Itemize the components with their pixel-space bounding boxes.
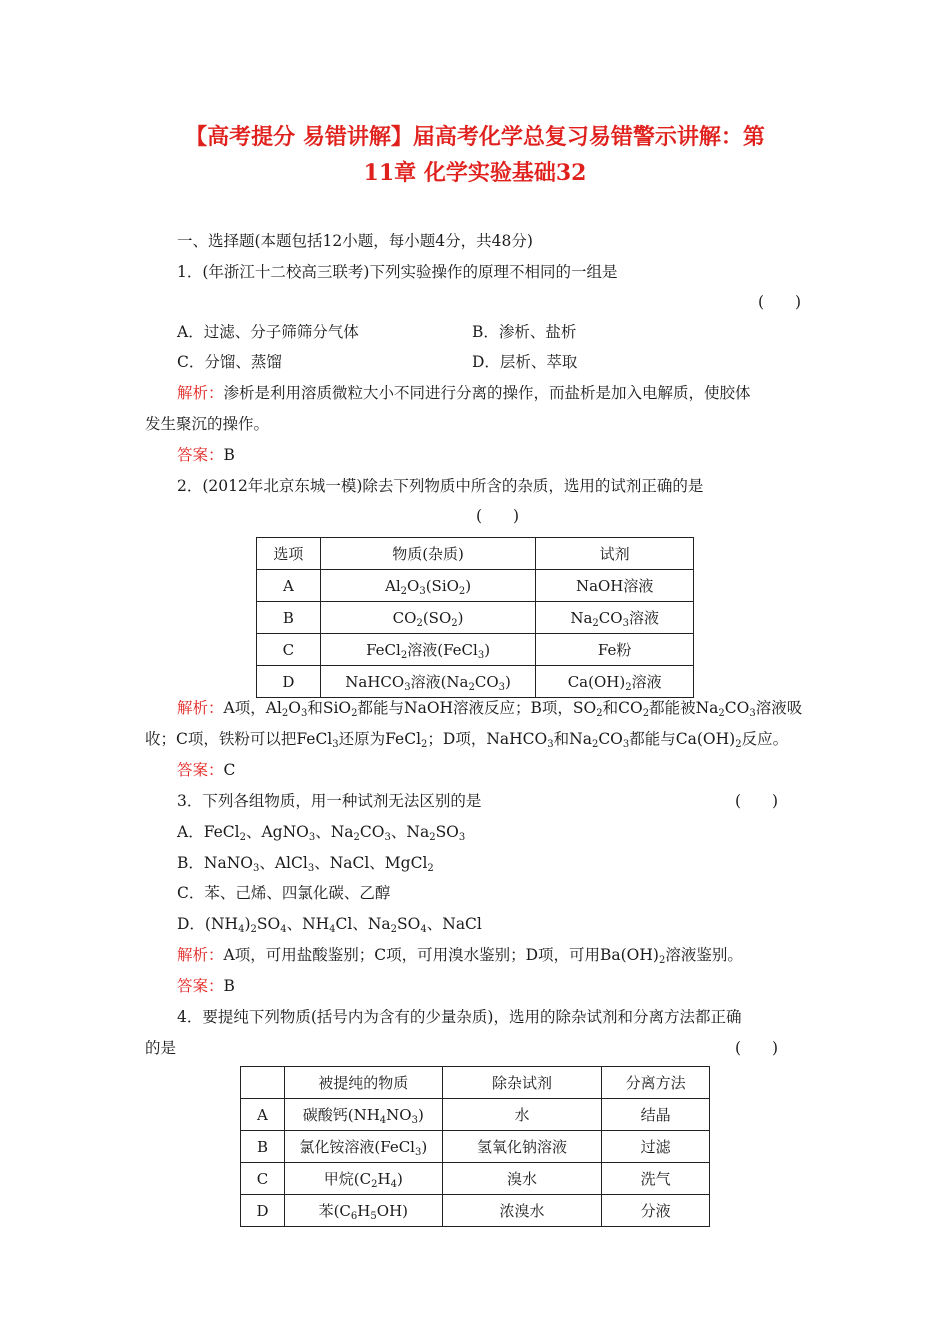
table-cell: 洗气 [602,1163,710,1195]
table-cell: $CO_2(SO_2)$ [320,602,536,634]
q1-analysis [177,382,751,404]
table-row [241,1099,710,1131]
table-cell: 氢氧化钠溶液 [442,1131,602,1163]
q3-option-d: D．$(NH_4)_2SO_4$、$NH_4Cl$、$Na_2SO_4$、NaCl [177,915,482,935]
answer-label: 答案： [177,446,224,464]
q1-option-c: C．分馏、蒸馏 [177,353,282,371]
q3-answer [177,975,235,997]
q4-stem-cont: 的是 [145,1039,177,1057]
q4-answer-blank: ( ) [735,1039,779,1057]
table-cell: B [257,602,321,634]
answer-label: 答案： [177,761,224,779]
q2-analysis: 解析：A项，$Al_2O_3$和SiO$_2$都能与NaOH溶液反应；B项，$SO_2$和$CO_2$都能被$Na_2CO_3$溶液吸 [177,699,803,719]
q2-answer-blank: ( ) [476,507,520,525]
table-cell: A [241,1099,285,1131]
q1-analysis-cont: 发生聚沉的操作。 [145,415,270,433]
table-row [241,1131,710,1163]
table-header-cell: 被提纯的物质 [284,1067,442,1099]
table-header-row [257,538,694,570]
table-row [257,634,694,666]
table-cell: FeCl$_2$溶液(FeCl$_3$) [320,634,536,666]
table-cell: $Na_2CO_3$溶液 [536,602,694,634]
table-cell: 水 [442,1099,602,1131]
q4-stem: 4．要提纯下列物质(括号内为含有的少量杂质)，选用的除杂试剂和分离方法都正确 [177,1008,742,1026]
q3-analysis: 解析：A项，可用盐酸鉴别；C项，可用溴水鉴别；D项，可用$Ba(OH)_2$溶液鉴别。 [177,946,743,966]
table-cell: 碳酸钙$(NH_4NO_3)$ [284,1099,442,1131]
document-title-line1: 【高考提分 易错讲解】届高考化学总复习易错警示讲解：第 [185,124,765,150]
document-title-line2: 11章 化学实验基础32 [363,160,587,186]
q2-answer-value: C [223,761,236,779]
analysis-label: 解析： [177,384,224,402]
q2-answer [177,759,235,781]
q1-option-d: D．层析、萃取 [472,353,578,371]
table-row [241,1195,710,1227]
q2-analysis-cont: 收；C项，铁粉可以把FeCl$_3$还原为FeCl$_2$；D项，NaHCO$_3$和$Na_2CO_3$都能与$Ca(OH)_2$反应。 [145,730,789,750]
q2-table [256,537,694,698]
table-cell: 氯化铵溶液(FeCl$_3$) [284,1131,442,1163]
q1-answer-value: B [223,446,235,464]
q3-option-c: C．苯、己烯、四氯化碳、乙醇 [177,884,391,902]
q3-answer-blank: ( ) [735,792,779,810]
q3-answer-value: B [223,977,235,995]
table-row [257,602,694,634]
table-cell: 浓溴水 [442,1195,602,1227]
q3-option-a: A．FeCl$_2$、AgNO$_3$、$Na_2CO_3$、$Na_2SO_3$ [177,823,466,843]
q4-table [240,1066,710,1227]
table-cell: A [257,570,321,602]
table-cell: 结晶 [602,1099,710,1131]
table-cell: 过滤 [602,1131,710,1163]
table-row [241,1163,710,1195]
q1-option-a: A．过滤、分子筛筛分气体 [177,323,359,341]
table-cell: 甲烷$(C_2H_4)$ [284,1163,442,1195]
table-cell: $Ca(OH)_2$溶液 [536,666,694,698]
table-cell: $Al_2O_3(SiO_2)$ [320,570,536,602]
analysis-label: 解析： [177,946,224,964]
table-cell: 分液 [602,1195,710,1227]
table-row [257,666,694,698]
table-header-row [241,1067,710,1099]
table-header-cell: 除杂试剂 [442,1067,602,1099]
q1-option-b: B．渗析、盐析 [472,323,577,341]
table-cell: C [241,1163,285,1195]
table-cell: NaOH溶液 [536,570,694,602]
table-row [257,570,694,602]
q3-stem: 3．下列各组物质，用一种试剂无法区别的是 [177,792,482,810]
table-cell: 溴水 [442,1163,602,1195]
section-heading: 一、选择题(本题包括12小题，每小题4分，共48分) [177,232,533,250]
table-cell: B [241,1131,285,1163]
q3-option-b: B．NaNO$_3$、AlCl$_3$、NaCl、MgCl$_2$ [177,854,434,874]
q1-analysis-text: 渗析是利用溶质微粒大小不同进行分离的操作，而盐析是加入电解质，使胶体 [223,384,751,402]
q1-answer [177,444,235,466]
table-header-cell: 物质(杂质) [320,538,536,570]
table-header-cell: 选项 [257,538,321,570]
table-cell: Fe粉 [536,634,694,666]
analysis-label: 解析： [177,699,224,717]
answer-label: 答案： [177,977,224,995]
table-cell: NaHCO$_3$溶液$(Na_2CO_3)$ [320,666,536,698]
table-cell: C [257,634,321,666]
table-cell: 苯$(C_6H_5OH)$ [284,1195,442,1227]
table-cell: D [257,666,321,698]
table-header-cell [241,1067,285,1099]
table-header-cell: 分离方法 [602,1067,710,1099]
q2-stem: 2．(2012年北京东城一模)除去下列物质中所含的杂质，选用的试剂正确的是 [177,477,704,495]
table-header-cell: 试剂 [536,538,694,570]
q1-stem: 1．(年浙江十二校高三联考)下列实验操作的原理不相同的一组是 [177,263,618,281]
q1-answer-blank: ( ) [758,293,802,311]
table-cell: D [241,1195,285,1227]
